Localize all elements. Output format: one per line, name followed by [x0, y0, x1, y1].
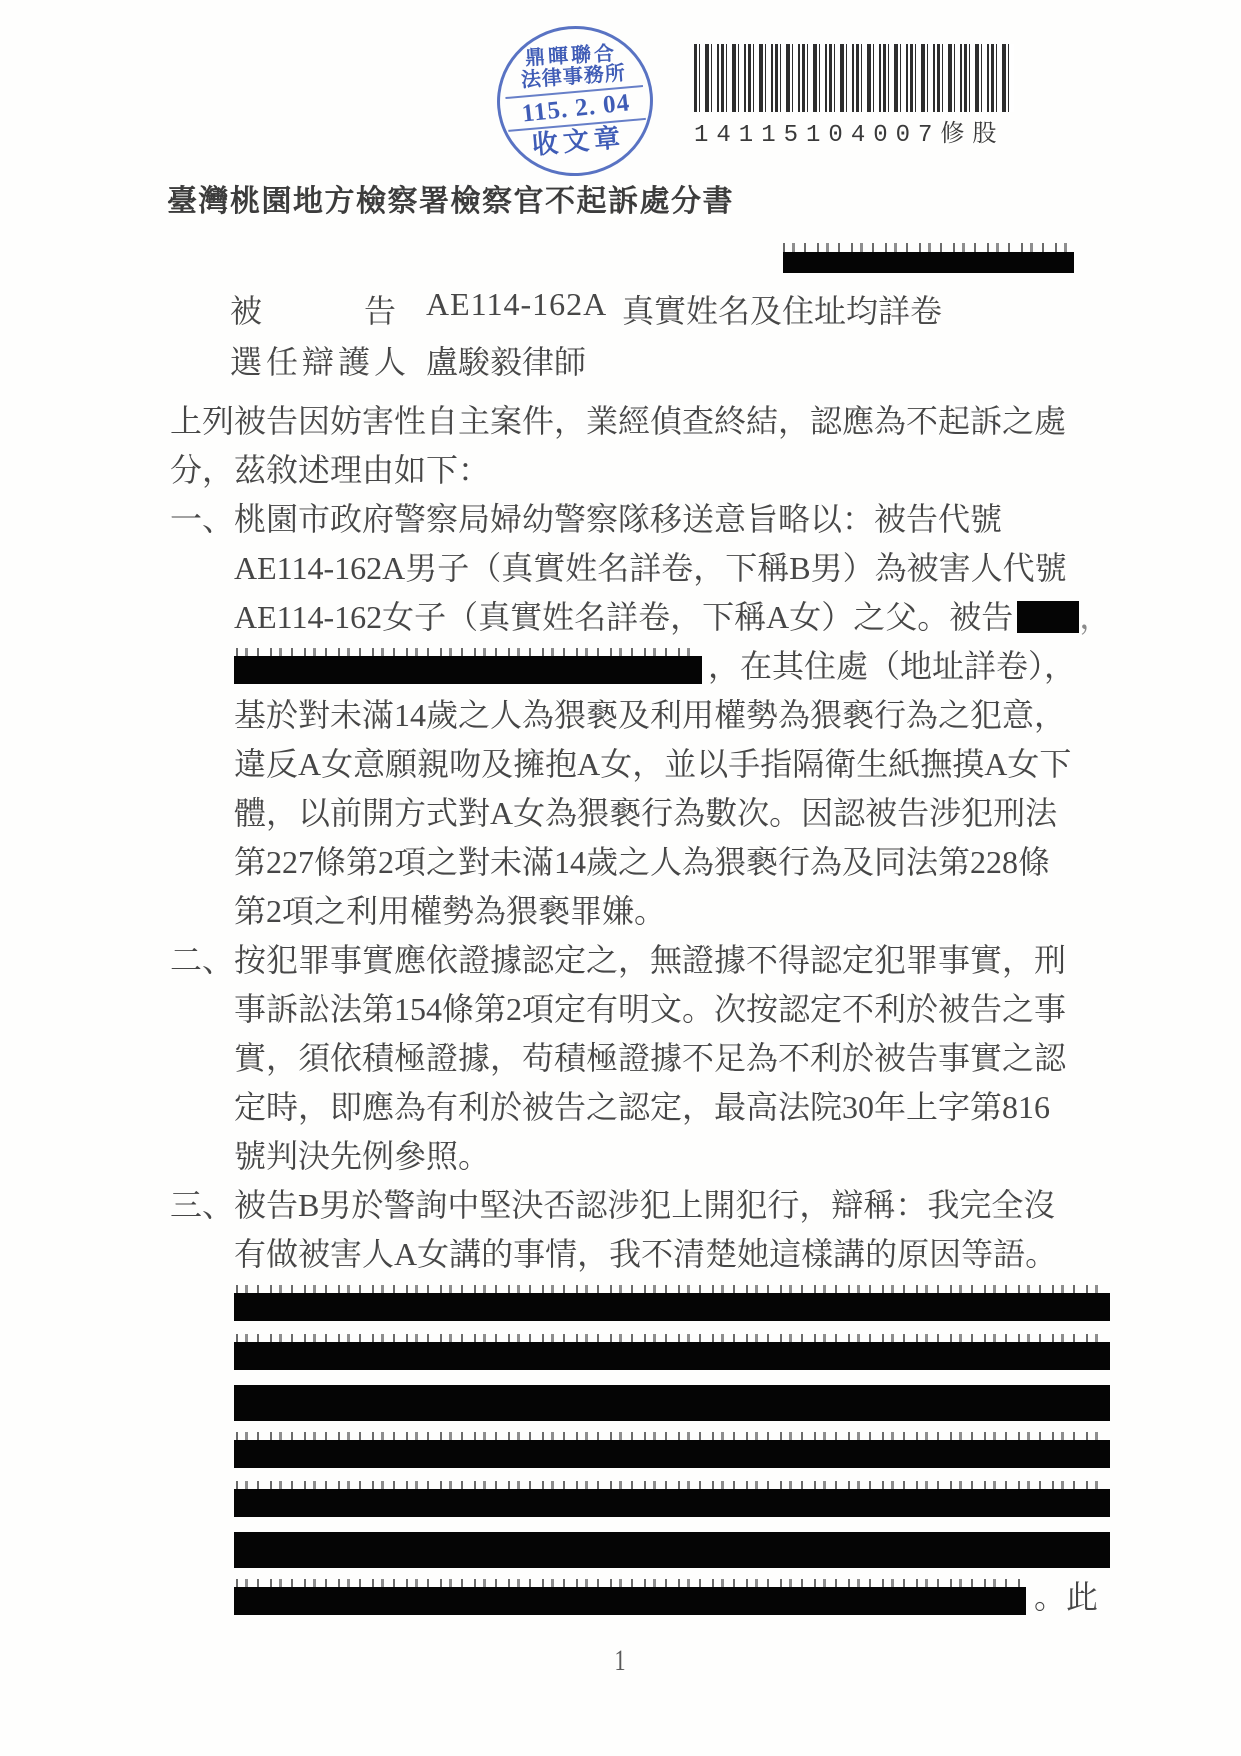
counsel-label: 選任辯護人	[230, 344, 411, 380]
body-line: 分，茲敘述理由如下：	[170, 452, 491, 488]
redaction-bar	[234, 1342, 1110, 1370]
counsel-name: 盧駿毅律師	[426, 344, 587, 380]
redaction-bar	[234, 1440, 1110, 1468]
body-line-text: AE114-162女子（真實姓名詳卷，下稱A女）之父。被告	[234, 599, 1014, 635]
body-line: 基於對未滿14歲之人為猥褻及利用權勢為猥褻行為之犯意，	[234, 697, 1067, 733]
stamp-date: 115. 2. 04	[520, 89, 632, 128]
defendant-row	[170, 286, 1110, 337]
redaction-bar	[234, 1489, 1110, 1517]
body-line: 事訴訟法第154條第2項定有明文。次按認定不利於被告之事	[234, 991, 1067, 1027]
body-line-redacted	[234, 1329, 1130, 1378]
body-line-redacted	[234, 1427, 1130, 1476]
stamp-type: 收文章	[530, 122, 627, 160]
barcode	[694, 44, 1014, 112]
stamp-office-line2: 法律事務所	[519, 62, 627, 93]
defendant-note: 真實姓名及住址均詳卷	[622, 293, 943, 329]
document-body	[170, 398, 1130, 1623]
body-line-redacted	[234, 1280, 1130, 1329]
body-line-redacted	[234, 1476, 1130, 1525]
body-line: 定時，即應為有利於被告之認定，最高法院30年上字第816	[234, 1089, 1051, 1125]
redaction-bar	[234, 1293, 1110, 1321]
parties-block	[170, 286, 1110, 388]
defendant-code: AE114-162A	[426, 286, 608, 322]
redaction-bar	[234, 1587, 1026, 1615]
body-line: 有做被害人A女講的事情，我不清楚她這樣講的原因等語。	[234, 1236, 1058, 1272]
redaction-bar	[234, 656, 702, 684]
body-line: 號判決先例參照。	[234, 1138, 491, 1174]
body-line: 第227條第2項之對未滿14歲之人為猥褻行為及同法第228條	[234, 844, 1051, 880]
body-line-text: ，在其住處（地址詳卷），	[708, 648, 1077, 684]
barcode-label: 14115104007修股	[694, 122, 1005, 149]
body-line: 上列被告因妨害性自主案件，業經偵查終結，認應為不起訴之處	[170, 403, 1067, 439]
body-line: 三、被告B男於警詢中堅決否認涉犯上開犯行，辯稱：我完全沒	[170, 1187, 1056, 1223]
body-line-redacted-partial	[234, 643, 1130, 692]
body-line: 體，以前開方式對A女為猥褻行為數次。因認被告涉犯刑法	[234, 795, 1058, 831]
defendant-label: 被	[230, 293, 263, 329]
body-line-text: 。此	[1034, 1579, 1099, 1615]
case-number-redaction	[783, 243, 1074, 273]
body-line-redacted	[234, 1525, 1130, 1574]
redaction-bar	[234, 1532, 1110, 1568]
body-line: 違反A女意願親吻及擁抱A女，並以手指隔衛生紙撫摸A女下	[234, 746, 1072, 782]
body-line: 二、按犯罪事實應依證據認定之，無證據不得認定犯罪事實，刑	[170, 942, 1067, 978]
body-line-redacted	[234, 1378, 1130, 1427]
body-line-redacted-final	[234, 1574, 1130, 1623]
redaction-peek	[783, 243, 1074, 252]
document-title: 臺灣桃園地方檢察署檢察官不起訴處分書	[167, 185, 734, 218]
inline-redaction-box	[1017, 601, 1079, 633]
body-line: AE114-162A男子（真實姓名詳卷，下稱B男）為被害人代號	[234, 550, 1067, 586]
body-line	[234, 594, 1130, 643]
stamp-office-line1: 鼎暉聯合	[524, 42, 618, 70]
faint-comma: ，	[1079, 599, 1112, 635]
body-line: 一、桃園市政府警察局婦幼警察隊移送意旨略以：被告代號	[170, 501, 1003, 537]
page-number: 1	[614, 1644, 626, 1677]
receipt-stamp	[491, 19, 659, 182]
redaction-bar	[234, 1385, 1110, 1421]
redaction-bar	[783, 252, 1074, 273]
body-line: 第2項之利用權勢為猥褻罪嫌。	[234, 893, 667, 929]
defendant-label: 告	[364, 293, 397, 329]
counsel-row	[170, 337, 1110, 388]
body-line: 實，須依積極證據，苟積極證據不足為不利於被告事實之認	[234, 1040, 1067, 1076]
